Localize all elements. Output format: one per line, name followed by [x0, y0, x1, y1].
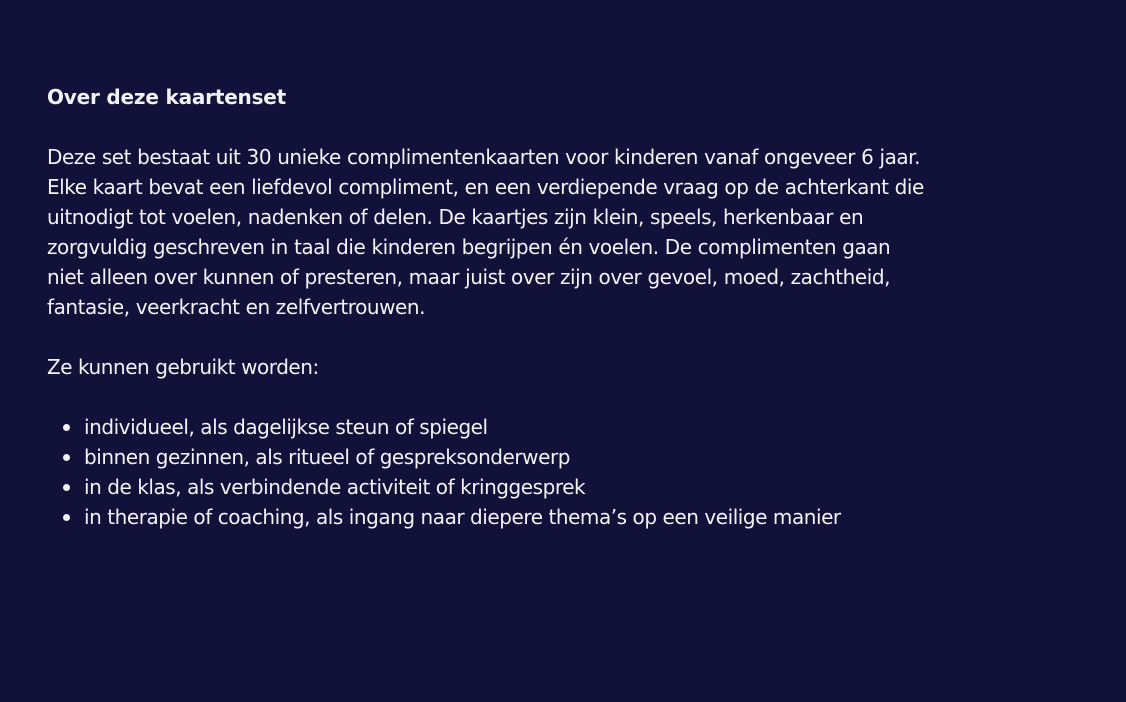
bullet-icon: [63, 514, 70, 521]
description-line: fantasie, veerkracht en zelfvertrouwen.: [47, 295, 426, 319]
description-line: Elke kaart bevat een liefdevol compliment, en een verdiepende vraag op de achterkant die: [47, 175, 924, 199]
bullet-icon: [63, 484, 70, 491]
bullet-icon: [63, 454, 70, 461]
list-item: [47, 472, 1047, 502]
list-item: [47, 502, 1047, 532]
usage-list: [47, 412, 1047, 532]
list-item-text: in de klas, als verbindende activiteit of kringgesprek: [84, 475, 586, 499]
description-paragraph: [47, 142, 1047, 322]
card-set-description: [47, 82, 1047, 532]
list-item: [47, 412, 1047, 442]
section-heading: Over deze kaartenset: [47, 85, 287, 109]
bullet-icon: [63, 424, 70, 431]
description-line: niet alleen over kunnen of presteren, maar juist over zijn over gevoel, moed, zachtheid,: [47, 265, 890, 289]
list-item: [47, 442, 1047, 472]
usage-intro: Ze kunnen gebruikt worden:: [47, 355, 319, 379]
list-item-text: individueel, als dagelijkse steun of spiegel: [84, 415, 488, 439]
description-line: Deze set bestaat uit 30 unieke complimentenkaarten voor kinderen vanaf ongeveer 6 jaar.: [47, 145, 921, 169]
description-line: zorgvuldig geschreven in taal die kinderen begrijpen én voelen. De complimenten gaan: [47, 235, 891, 259]
list-item-text: in therapie of coaching, als ingang naar diepere thema’s op een veilige manier: [84, 505, 841, 529]
list-item-text: binnen gezinnen, als ritueel of gespreksonderwerp: [84, 445, 570, 469]
description-line: uitnodigt tot voelen, nadenken of delen. De kaartjes zijn klein, speels, herkenbaar en: [47, 205, 864, 229]
